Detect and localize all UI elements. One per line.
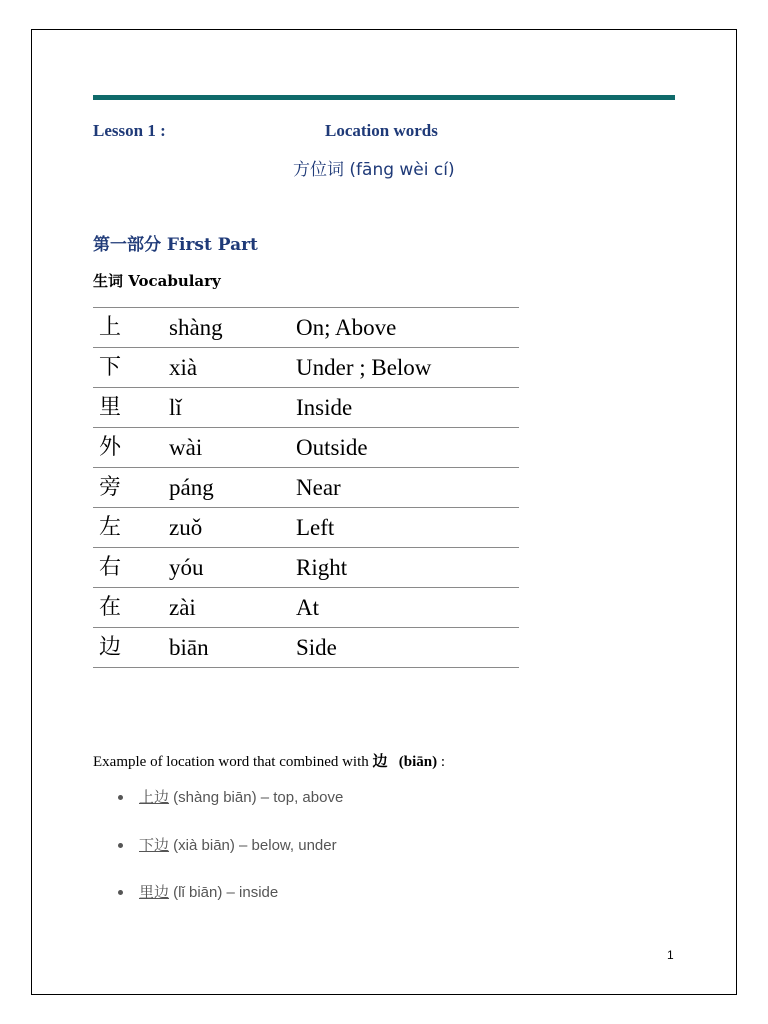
vocab-hanzi: 在 [99, 594, 122, 620]
vocab-pinyin: lǐ [169, 395, 182, 420]
vocab-meaning: Under ; Below [296, 355, 432, 380]
table-row [93, 388, 519, 428]
example-description: (lǐ biān) – inside [169, 884, 279, 901]
example-word: 下边 [139, 835, 170, 854]
vocab-meaning: Near [296, 475, 341, 500]
list-item [118, 881, 343, 929]
vocab-meaning: At [296, 595, 319, 620]
vocab-meaning: On; Above [296, 315, 397, 340]
example-intro-hanzi: 边 [372, 752, 388, 770]
example-description: (xià biān) – below, under [169, 836, 337, 854]
table-row [93, 468, 519, 508]
page-number: 1 [667, 948, 674, 962]
example-word: 里边 [139, 883, 170, 901]
example-intro-pinyin: (biān) [398, 754, 438, 770]
table-row [93, 348, 519, 388]
vocab-pinyin: biān [169, 635, 209, 660]
lesson-title: Location words [325, 121, 438, 140]
lesson-number: Lesson 1 : [93, 121, 166, 140]
list-item [118, 834, 343, 882]
header-rule [93, 95, 675, 100]
vocab-pinyin: wài [169, 435, 203, 460]
vocab-pinyin: yóu [169, 555, 204, 580]
vocabulary-table [93, 307, 519, 668]
vocab-meaning: Right [296, 555, 348, 580]
vocab-hanzi: 旁 [99, 474, 122, 500]
vocab-meaning: Outside [296, 435, 368, 460]
table-row [93, 428, 519, 468]
example-description: (shàng biān) – top, above [169, 789, 344, 806]
list-item [118, 786, 343, 834]
vocab-pinyin: shàng [169, 315, 223, 340]
vocab-hanzi: 右 [99, 554, 122, 580]
table-row [93, 628, 519, 668]
section-heading: 第一部分 First Part [93, 235, 258, 255]
vocab-pinyin: zuǒ [169, 515, 203, 540]
vocab-pinyin: páng [169, 475, 214, 500]
vocab-meaning: Left [296, 515, 335, 540]
vocab-hanzi: 左 [99, 514, 122, 540]
table-row [93, 548, 519, 588]
vocab-hanzi: 边 [99, 634, 122, 660]
example-intro-text: Example of location word that combined with [93, 754, 373, 770]
vocabulary-heading: 生词 Vocabulary [93, 272, 221, 290]
vocab-hanzi: 下 [99, 354, 122, 380]
example-intro-suffix: : [437, 754, 446, 770]
vocab-hanzi: 外 [99, 434, 122, 460]
vocab-hanzi: 上 [99, 314, 122, 340]
vocab-hanzi: 里 [99, 394, 122, 420]
example-word: 上边 [139, 788, 170, 806]
example-intro [93, 750, 445, 771]
vocab-meaning: Side [296, 635, 337, 660]
table-row [93, 508, 519, 548]
vocab-meaning: Inside [296, 395, 353, 420]
table-row [93, 588, 519, 628]
bullet-icon [118, 795, 123, 800]
example-list [118, 786, 343, 929]
vocab-pinyin: zài [169, 595, 196, 620]
vocab-pinyin: xià [169, 355, 198, 380]
lesson-subtitle: 方位词 (fāng wèi cí) [293, 160, 455, 180]
bullet-icon [118, 890, 123, 895]
bullet-icon [118, 843, 123, 848]
table-row [93, 308, 519, 348]
